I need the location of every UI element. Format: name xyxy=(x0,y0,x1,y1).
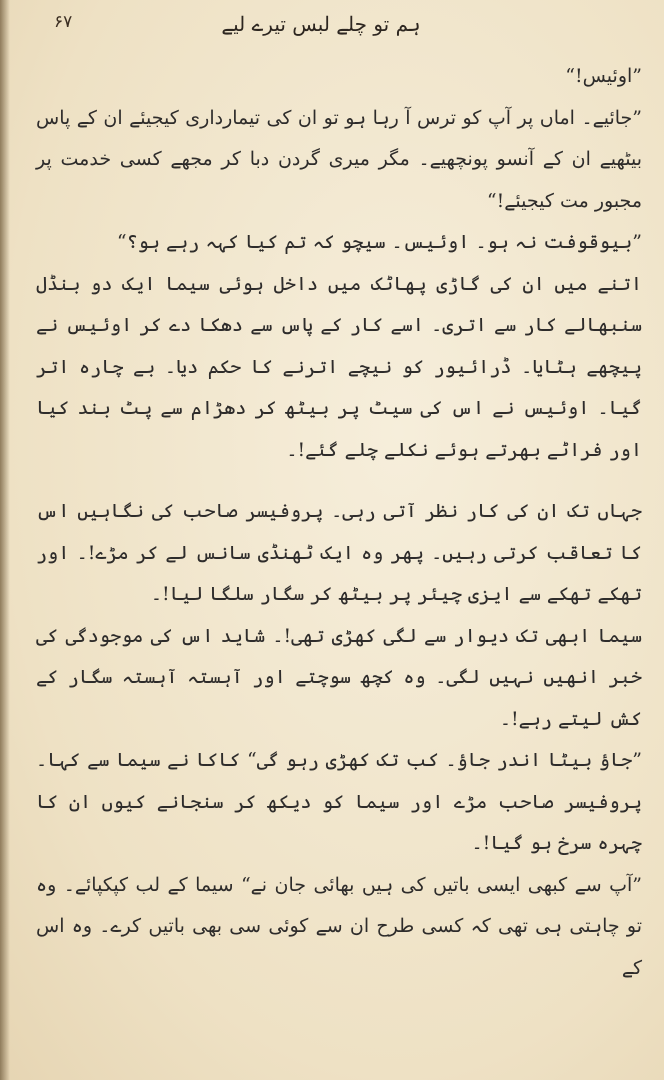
paragraph: ”جائیے۔ اماں پر آپ کو ترس آ رہا ہو تو ان کی تیمارداری کیجیئے ان کے پاس بیٹھیے ان کے آنسو پونچھیے۔ مگر میری گردن دبا کر مجھے کسی خدمت پر مجبور مت کیجیئے!“ xyxy=(36,106,642,212)
paragraph: اتنے میں ان کی گاڑی پھاٹک میں داخل ہوئی سیما ایک دو بنڈل سنبھالے کار سے اتری۔ اسے کار کے پاس سے دھکا دے کر اوئیس نے پیچھے ہٹایا۔ ڈرائیور کو نیچے اترنے کا حکم دیا۔ بے چارہ اتر گیا۔ اوئیس نے اس کی سیٹ پر بیٹھ کر دھڑام سے پٹ بند کیا اور فراٹے بھرتے ہوئے نکلے چلے گئے!۔ xyxy=(36,272,642,461)
running-title: ہم تو چلے لبس تیرے لیے xyxy=(221,12,421,36)
paragraph: ”بیوقوفت نہ ہو۔ اوئیس۔ سیچو کہ تم کیا کہہ رہے ہو؟“ xyxy=(116,231,642,253)
paragraph: جہاں تک ان کی کار نظر آتی رہی۔ پروفیسر صاحب کی نگاہیں اس کا تعاقب کرتی رہیں۔ پھر وہ ایک ٹھنڈی سانس لے کر مڑے!۔ اور تھکے تھکے سے ایزی چیئر پر بیٹھ کر سگار سلگا لیا!۔ xyxy=(36,500,642,605)
paragraph: ”آپ سے کبھی ایسی باتیں کی ہیں بھائی جان نے“ سیما کے لب کپکپائے۔ وہ تو چاہتی ہی تھی کہ کسی طرح ان سے کوئی سی بھی باتیں کرے۔ وہ اس کے xyxy=(36,873,642,979)
paragraph: سیما ابھی تک دیوار سے لگی کھڑی تھی!۔ شاید اس کی موجودگی کی خبر انھیں نہیں لگی۔ وہ کچھ سوچتے اور آہستہ آہستہ سگار کے کش لیتے رہے!۔ xyxy=(36,624,642,730)
body-text xyxy=(36,56,642,989)
page-header xyxy=(0,6,664,42)
binding-shadow xyxy=(0,0,10,1080)
paragraph: ”اوئیس!“ xyxy=(565,65,642,87)
paragraph: ”جاؤ بیٹا اندر جاؤ۔ کب تک کھڑی رہو گی“ کاکا نے سیما سے کہا۔ پروفیسر صاحب مڑے اور سیما کو دیکھ کر سنجانے کیوں ان کا چہرہ سرخ ہو گیا!۔ xyxy=(36,749,642,854)
page-number: ۶۷ xyxy=(54,12,73,32)
